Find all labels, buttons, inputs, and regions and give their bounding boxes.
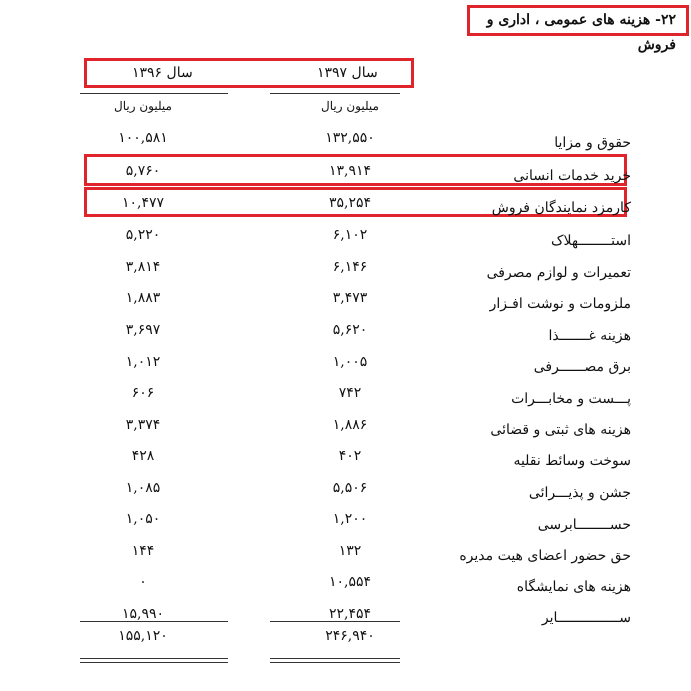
row-value-1396: ۴۲۸ [131,448,155,464]
subtotal-rule-1396 [80,621,228,622]
total-double-rule-1397 [270,658,400,663]
row-value-1397: ۱,۸۸۶ [332,417,368,433]
row-value-1396: ۱۵,۹۹۰ [121,606,165,622]
row-label: جشن و پذیـــرائی [528,485,631,501]
row-label: ســـــــــــــــایر [541,610,631,626]
row-label: حســــــــابرسی [537,517,631,533]
row-value-1396: ۰ [139,574,147,590]
row-value-1397: ۵,۶۲۰ [332,322,368,338]
row-value-1397: ۱۳,۹۱۴ [328,163,372,179]
row-value-1396: ۳,۶۹۷ [125,322,161,338]
row-label: پـــست و مخابـــرات [511,391,631,407]
row-value-1396: ۱۰۰,۵۸۱ [118,130,168,146]
row-value-1396: ۱,۰۵۰ [125,511,161,527]
row-value-1396: ۶۰۶ [131,385,155,401]
header-rule-1396 [80,93,228,94]
section-title: ۲۲- هزینه های عمومی ، اداری و فروش [467,5,689,36]
row-value-1396: ۱,۰۸۵ [125,480,161,496]
row-value-1397: ۶,۱۰۲ [332,227,368,243]
row-value-1396: ۳,۳۷۴ [125,417,161,433]
year-1397-label: سال ۱۳۹۷ [317,65,378,81]
row-value-1396: ۱۰,۴۷۷ [121,195,165,211]
row-value-1397: ۶,۱۴۶ [332,259,368,275]
row-value-1397: ۱۳۲,۵۵۰ [325,130,375,146]
row-value-1397: ۱۰,۵۵۴ [328,574,372,590]
row-label: سوخت وسائط نقلیه [513,453,631,469]
header-rule-1397 [270,93,400,94]
row-label: هزینه های نمایشگاه [516,579,631,595]
row-label: هزینه غـــــــذا [548,328,631,344]
total-1397: ۲۴۶,۹۴۰ [325,628,375,644]
row-value-1397: ۱,۰۰۵ [332,354,368,370]
total-1396: ۱۵۵,۱۲۰ [118,628,168,644]
row-value-1397: ۱۳۲ [338,543,362,559]
row-value-1396: ۱,۰۱۲ [125,354,161,370]
row-label: تعمیرات و لوازم مصرفی [486,265,631,281]
row-value-1397: ۱,۲۰۰ [332,511,368,527]
row-label: هزینه های ثبتی و قضائی [490,422,631,438]
row-value-1396: ۵,۷۶۰ [125,163,161,179]
row-value-1396: ۳,۸۱۴ [125,259,161,275]
row-label: استــــــــهلاک [551,233,631,249]
row-value-1397: ۵,۵۰۶ [332,480,368,496]
row-label: برق مصــــــرفی [533,359,631,375]
total-double-rule-1396 [80,658,228,663]
row-label: ملزومات و نوشت افـزار [489,296,631,312]
row-label: حق حضور اعضای هیت مدیره [459,548,631,564]
row-label: خرید خدمات انسانی [513,168,631,184]
row-value-1397: ۳۵,۲۵۴ [328,195,372,211]
row-value-1397: ۷۴۲ [338,385,362,401]
row-label: حقوق و مزایا [554,135,631,151]
subtotal-rule-1397 [270,621,400,622]
unit-1397: میلیون ریال [321,99,379,113]
year-header [84,58,414,88]
row-value-1396: ۱,۸۸۳ [125,290,161,306]
row-value-1396: ۵,۲۲۰ [125,227,161,243]
row-value-1397: ۲۲,۴۵۴ [328,606,372,622]
row-label: کارمزد نمایندگان فروش [491,200,631,216]
unit-1396: میلیون ریال [114,99,172,113]
row-value-1397: ۴۰۲ [338,448,362,464]
row-value-1397: ۳,۴۷۳ [332,290,368,306]
row-value-1396: ۱۴۴ [131,543,155,559]
year-1396-label: سال ۱۳۹۶ [132,65,193,81]
